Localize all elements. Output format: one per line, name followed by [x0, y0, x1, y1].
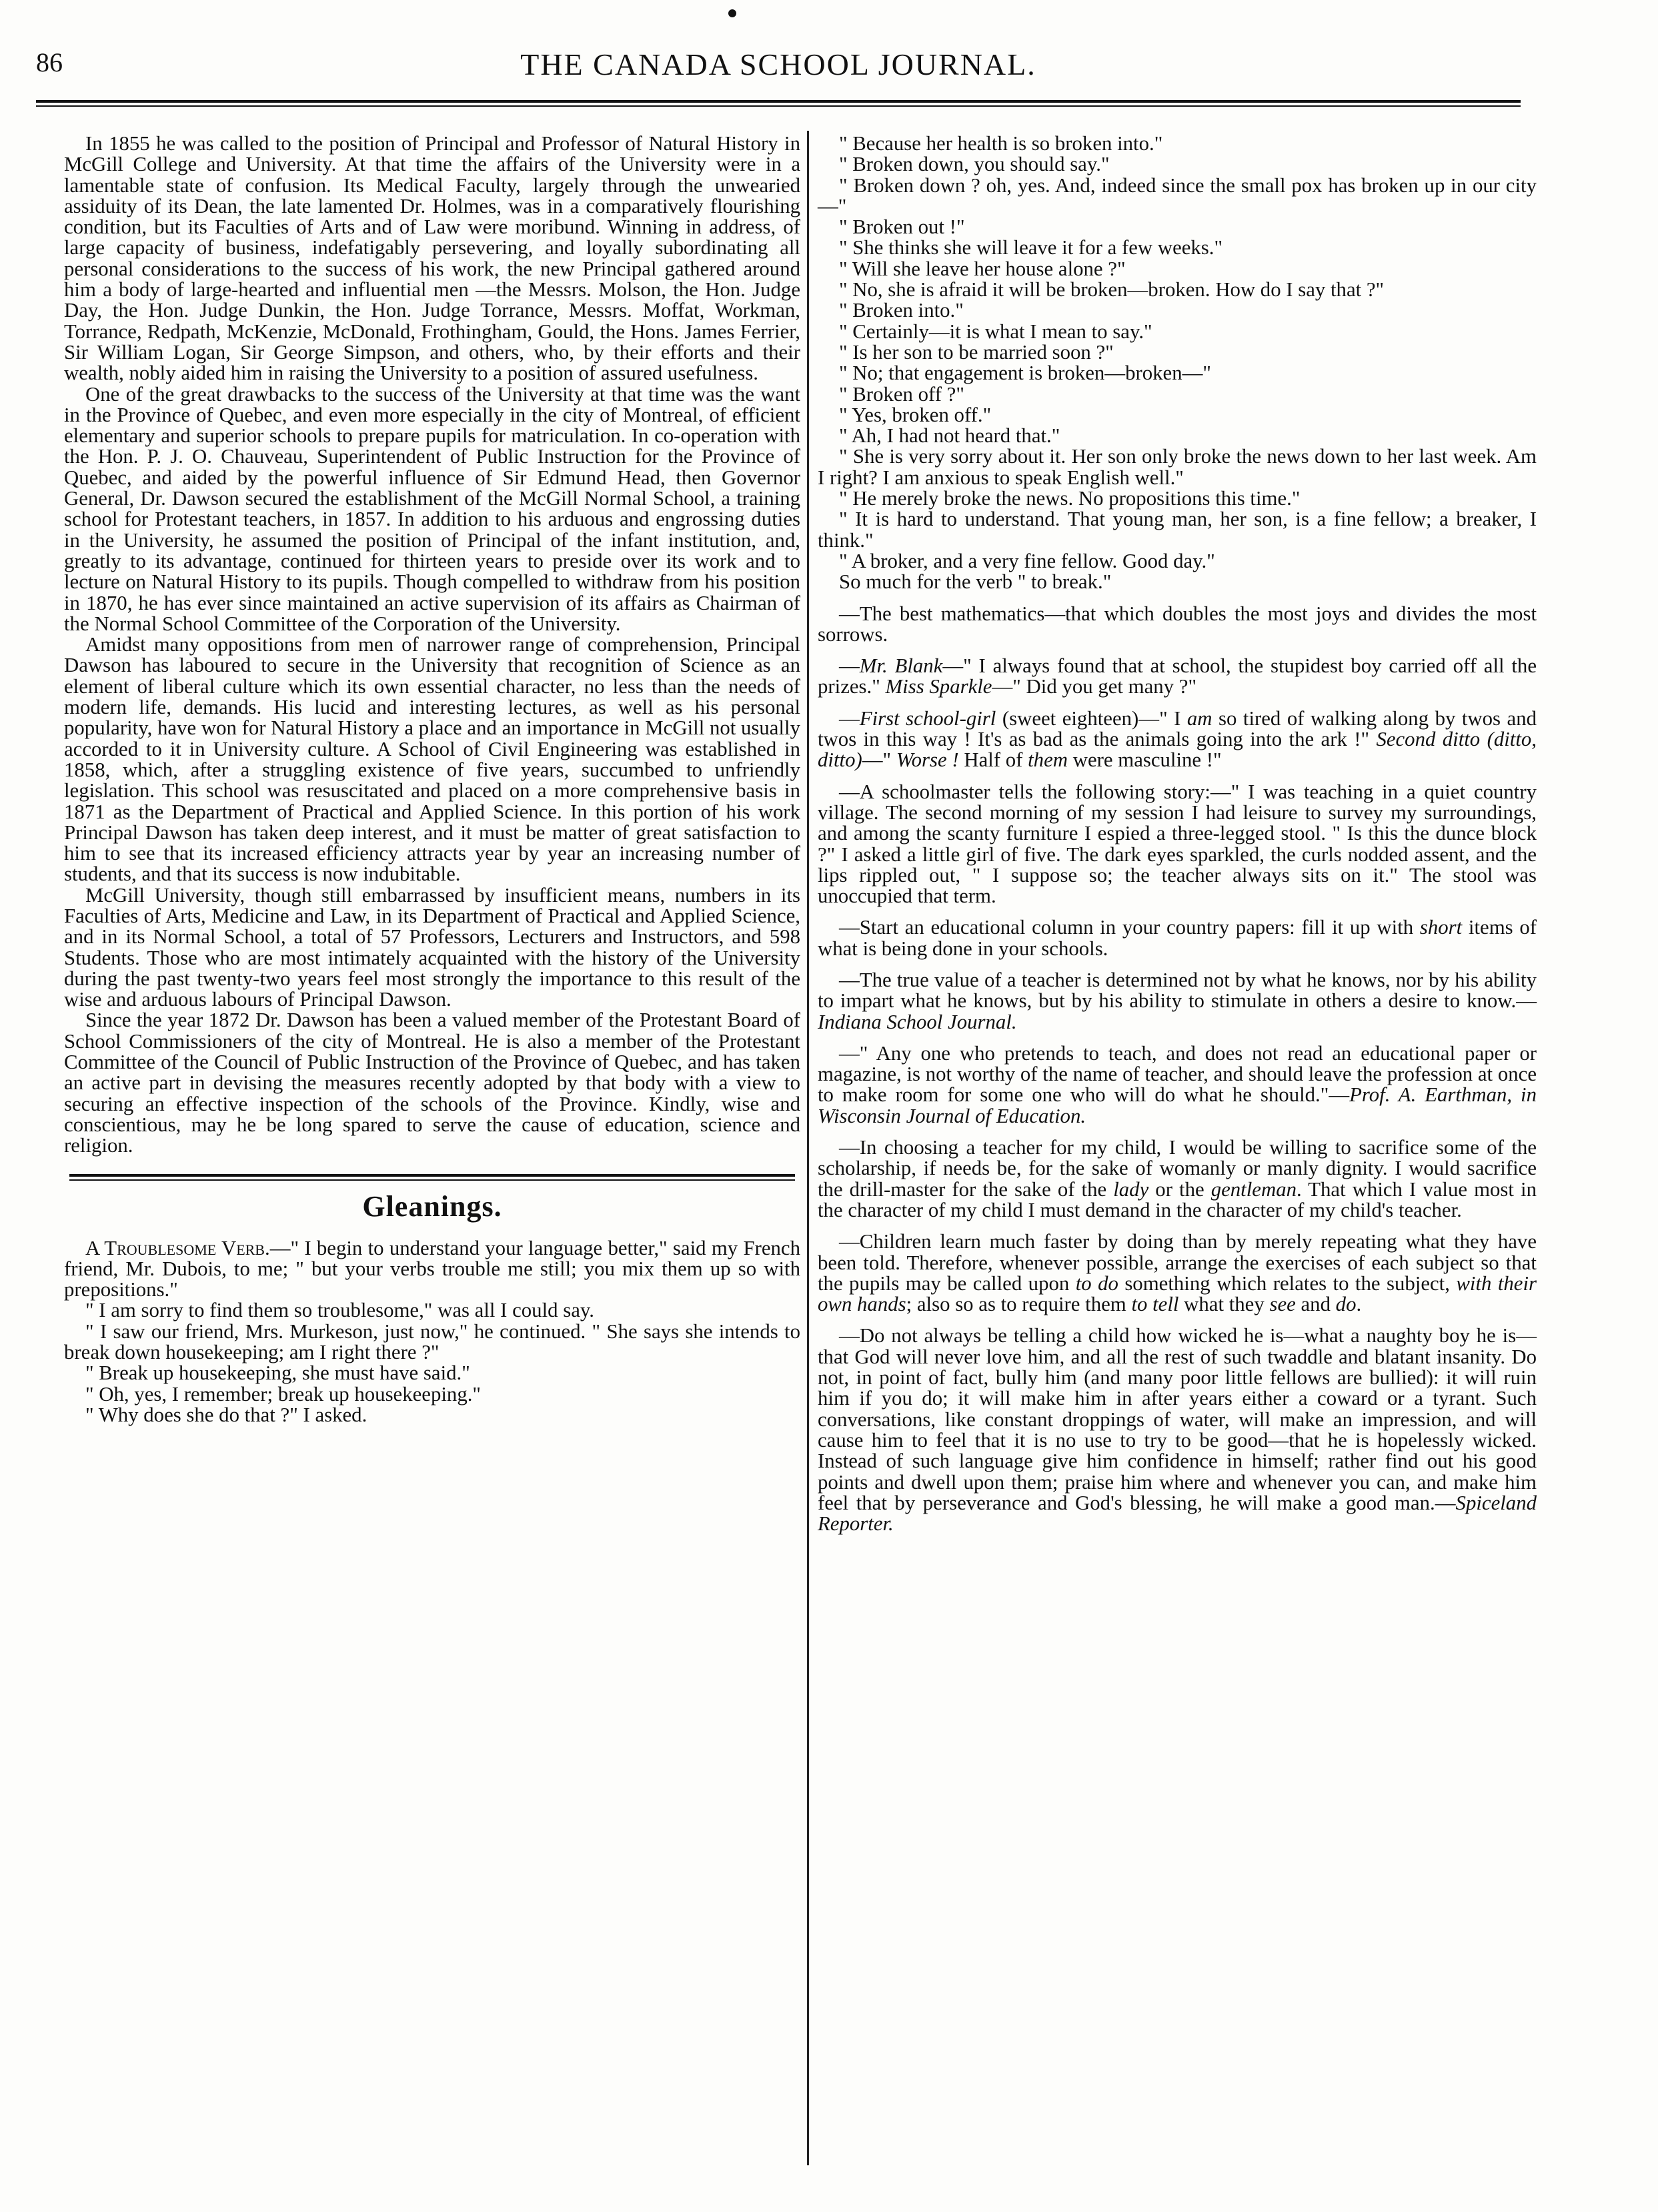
- right-column: [818, 133, 1537, 1534]
- source-citation: Prof. A. Earthman, in Wisconsin Journal of Education.: [818, 1083, 1537, 1127]
- children-learn-item: —Children learn much faster by doing than by merely repeating what they have been told. Therefore, whenever possible, arrange the exercises of each subject so that the pupils may be called upon to do something which relates to the subject, with their own hands; also so as to require them to tell what they see and do.: [818, 1230, 1537, 1316]
- dialogue-line: " She is very sorry about it. Her son only broke the news down to her last week. Am I right? I am anxious to speak English well.": [818, 445, 1537, 489]
- bio-paragraph: In 1855 he was called to the position of Principal and Professor of Natural History in McGill College and University. At that time the affairs of the University were in a lamentable state of confusion. Its Medical Faculty, largely through the unwearied assiduity of its Dean, the late lamented Dr. Holmes, was in a comparatively flourishing condition, but its Faculties of Arts and of Law were moribund. Winning in address, of large capacity of business, indefatigably persevering, and loyally subordinating all personal considerations to the success of his work, the new Principal gathered around him a body of large-hearted and influential men —the Messrs. Molson, the Hon. Judge Day, the Hon. Judge Dunkin, the Hon. Judge Torrance, Messrs. Moffat, Workman, Torrance, Redpath, McKenzie, McDonald, Frothingham, Gould, the Hons. James Ferrier, Sir William Logan, Sir George Simpson, and others, who, by their efforts and their wealth, nobly aided him in raising the University to a position of assured usefulness.: [64, 132, 800, 385]
- dialogue-line: " I am sorry to find them so troublesome," was all I could say.: [85, 1299, 594, 1322]
- dialogue-line: " A broker, and a very fine fellow. Good day.": [839, 549, 1215, 572]
- dialogue-line: " Broken into.": [839, 299, 964, 322]
- speaker-first-school-girl: First school-girl: [859, 706, 996, 730]
- gleanings-heading: Gleanings.: [362, 1189, 502, 1223]
- speaker-second-ditto: Second ditto: [1376, 728, 1481, 751]
- source-citation: Spiceland Reporter.: [818, 1491, 1537, 1536]
- educational-column-item: —Start an educational column in your country papers: fill it up with short items of what is being done in your schools.: [818, 916, 1537, 960]
- top-dot-mark: [728, 9, 736, 17]
- bio-paragraph: One of the great drawbacks to the success of the University at that time was the want in the Province of Quebec, and even more especially in the city of Montreal, of efficient elementary and superior schools to prepare pupils for matriculation. In co-operation with the Hon. P. J. O. Chauveau, Superintendent of Public Instruction for the Province of Quebec, and aided by the powerful influence of Sir Edmund Head, then Governor General, Dr. Dawson secured the establishment of the McGill Normal School, a training school for Protestant teachers, in 1857. In addition to his arduous and engrossing duties in the University, he assumed the position of Principal of the infant institution, and, greatly to its advantage, continued for thirteen years to preside over its work and to lecture on Natural History to its pupils. Though compelled to withdraw from his position in 1870, he has ever since maintained an active supervision of its affairs as Chairman of the Normal School Committee of the Corporation of the University.: [64, 382, 800, 635]
- journal-title: THE CANADA SCHOOL JOURNAL.: [520, 47, 1036, 81]
- mr-blank-item: —Mr. Blank—" I always found that at school, the stupidest boy carried off all the prizes." Miss Sparkle—" Did you get many ?": [818, 654, 1537, 698]
- dialogue-line: " Broken down ? oh, yes. And, indeed since the small pox has broken up in our city—": [818, 173, 1537, 217]
- troublesome-verb-title: A Troublesome Verb.: [85, 1236, 270, 1259]
- dialogue-line: " She thinks she will leave it for a few weeks.": [839, 236, 1223, 259]
- dialogue-line: " Broken down, you should say.": [839, 153, 1110, 176]
- speaker-mr-blank: Mr. Blank: [859, 654, 943, 678]
- section-double-rule: [69, 1174, 795, 1181]
- source-citation: Indiana School Journal.: [818, 1010, 1017, 1033]
- dialogue-line: " Broken off ?": [839, 382, 964, 406]
- bio-paragraph: Amidst many oppositions from men of narrower range of comprehension, Principal Dawson has laboured to secure in the University that recognition of Science as an element of liberal culture which its own essential character, no less than the needs of modern life, demands. His lucid and interesting lectures, as well as his personal popularity, have won for Natural History a place and an importance in McGill not usually accorded to it in University culture. A School of Civil Engineering was established in 1858, which, after a struggling existence of five years, succumbed to unfriendly legislation. This school was resuscitated and placed on a more comprehensive basis in 1871 as the Department of Practical and Applied Science. In this portion of his work Principal Dawson has taken deep interest, and it must be matter of great satisfaction to him to see that its increased efficiency attracts year by year an increasing number of students, and that its success is now indubitable.: [64, 633, 800, 886]
- dialogue-line: " He merely broke the news. No propositions this time.": [839, 487, 1301, 510]
- dialogue-line: " Certainly—it is what I mean to say.": [839, 320, 1152, 343]
- dialogue-line: " Why does she do that ?" I asked.: [85, 1403, 367, 1426]
- dialogue-line: " Is her son to be married soon ?": [839, 340, 1114, 364]
- speaker-miss-sparkle: Miss Sparkle: [885, 675, 992, 698]
- dialogue-line: " No, she is afraid it will be broken—broken. How do I say that ?": [839, 278, 1385, 302]
- choosing-teacher-item: —In choosing a teacher for my child, I would be willing to sacrifice some of the scholarship, if needs be, for the sake of womanly or manly dignity. I would sacrifice the drill-master for the sake of the lady or the gentleman. That which I value most in the character of my child I must demand in the character of my child's teacher.: [818, 1136, 1537, 1221]
- dialogue-line: " Because her health is so broken into.": [839, 132, 1163, 155]
- page-header: [36, 47, 1521, 87]
- do-not-item: —Do not always be telling a child how wicked he is—what a naughty boy he is—that God will never love him, and all the rest of such twaddle and blatant insanity. Do not, in point of fact, bully him (and many poor little fellows are bullied): it will ruin him if you do; it will make him in after years either a coward or a tyrant. Such conversations, like constant droppings of water, will make an impression, and will cause him to feel that it is no use to try to be good—that he is hopelessly wicked. Instead of such language give him confidence in himself; rather find out his good points and dwell upon them; praise him where and whenever you can, and make him feel that by perseverance and God's blessing, he will make a good man.—Spiceland Reporter.: [818, 1324, 1537, 1536]
- true-value-item: —The true value of a teacher is determined not by what he knows, nor by his ability to impart what he knows, but by his ability to stimulate in others a desire to know.—Indiana School Journal.: [818, 968, 1537, 1033]
- column-divider: [807, 131, 809, 2165]
- school-girl-item: —First school-girl (sweet eighteen)—" I am so tired of walking along by twos and twos in this way ! It's as bad as the animals going into the ark !" Second ditto (ditto, ditto)—" Worse ! Half of them were masculine !": [818, 706, 1537, 772]
- schoolmaster-story: —A schoolmaster tells the following story:—" I was teaching in a quiet country village. The second morning of my session I had leisure to survey my surroundings, and among the scanty furniture I espied a three-legged stool. " Is this the dunce block ?" I asked a little girl of five. The dark eyes sparkled, the curls nodded assent, and the lips rippled out, " I suppose so; the teacher always sits on it." The stool was unoccupied that term.: [818, 780, 1537, 908]
- left-column: [64, 133, 800, 1426]
- page-number: 86: [36, 47, 63, 77]
- dialogue-line: " Ah, I had not heard that.": [839, 424, 1060, 448]
- bio-paragraph: McGill University, though still embarrassed by insufficient means, numbers in its Faculties of Arts, Medicine and Law, in its Department of Practical and Applied Science, and in its Normal School, a total of 57 Professors, Lecturers and Instructors, and 598 Students. Those who are most intimately acquainted with the history of the University during the past twenty-two years feel most strongly the importance to this result of the wise and arduous labours of Principal Dawson.: [64, 883, 800, 1011]
- dialogue-line: " No; that engagement is broken—broken—": [839, 362, 1211, 385]
- troublesome-verb-intro: [64, 1238, 800, 1301]
- dialogue-line: " I saw our friend, Mrs. Murkeson, just now," he continued. " She says she intends to break down housekeeping; am I right there ?": [64, 1319, 800, 1364]
- troublesome-verb-text: —" I begin to understand your language better," said my French friend, Mr. Dubois, to me; " but your verbs trouble me still; you mix them up so with prepositions.": [64, 1236, 800, 1301]
- header-rule-top: [36, 100, 1521, 103]
- dialogue-line: " Will she leave her house alone ?": [839, 257, 1126, 280]
- header-rule-bottom: [36, 105, 1521, 107]
- dialogue-line: " Yes, broken off.": [839, 403, 992, 426]
- dialogue-line: " It is hard to understand. That young man, her son, is a fine fellow; a breaker, I think.": [818, 508, 1537, 552]
- dialogue-line: " Broken out !": [839, 215, 965, 239]
- any-one-item: —" Any one who pretends to teach, and does not read an educational paper or magazine, is not worthy of the name of teacher, and should leave the profession at once to make room for some one who will do what he should."—Prof. A. Earthman, in Wisconsin Journal of Education.: [818, 1041, 1537, 1127]
- dialogue-line: " Oh, yes, I remember; break up housekeeping.": [85, 1382, 481, 1406]
- bio-paragraph: Since the year 1872 Dr. Dawson has been a valued member of the Protestant Board of School Commissioners of the city of Montreal. He is also a member of the Protestant Committee of the Council of Public Instruction of the Province of Quebec, and has taken an active part in devising the measures recently adopted by that body with a view to securing an effective inspection of the schools of the Province. Kindly, wise and conscientious, may he be long spared to serve the cause of education, science and religion.: [64, 1009, 800, 1157]
- dialogue-line: " Break up housekeeping, she must have said.": [85, 1361, 470, 1385]
- mathematics-item: —The best mathematics—that which doubles the most joys and divides the most sorrows.: [818, 602, 1537, 646]
- dialogue-line: So much for the verb " to break.": [839, 570, 1112, 594]
